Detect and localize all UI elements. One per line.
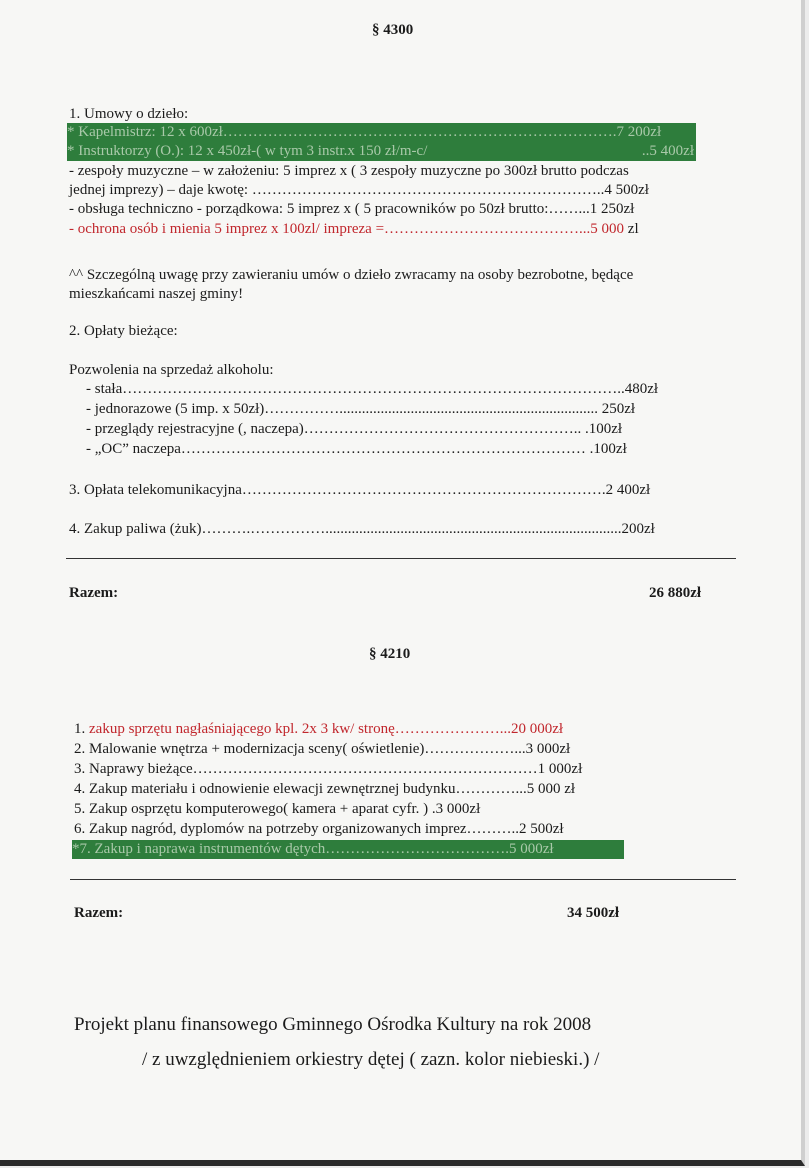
instruktorzy-value: ..5 400zł	[641, 143, 694, 159]
razem-label-1: Razem:	[69, 585, 119, 601]
s2-item6: 6. Zakup nagród, dyplomów na potrzeby organizowanych imprez………..2 500zł	[74, 821, 564, 837]
s2-item7: *7. Zakup i naprawa instrumentów dętych……………………………….5 000zł	[72, 841, 554, 857]
footer-title-line2: / z uwzględnieniem orkiestry dętej ( zazn. kolor niebieski.) /	[142, 1049, 600, 1070]
section-heading-4210: § 4210	[369, 646, 411, 662]
s2-item3: 3. Naprawy bieżące……………………………………………………………1 000zł	[74, 761, 583, 777]
highlight-instrumenty	[72, 840, 624, 859]
highlight-instruktorzy	[67, 142, 696, 161]
razem-value-2: 34 500zł	[567, 905, 620, 921]
alkohol-jednorazowe: - jednorazowe (5 imp. x 50zł)……………..................................................................... 250zł	[86, 401, 636, 417]
alkohol-przeglady: - przeglądy rejestracyjne (, naczepa)……………………………………………….. .100zł	[86, 421, 623, 437]
divider-1	[66, 558, 736, 559]
note-line-b: mieszkańcami naszej gminy!	[69, 286, 244, 302]
ochrona-unit: zl	[627, 221, 639, 237]
divider-2	[70, 879, 736, 880]
alkohol-oc: - „OC” naczepa……………………………………………………………………… .100zł	[86, 441, 627, 457]
alkohol-stala: - stała………………………………………………………………………………………..480zł	[86, 381, 659, 397]
obsluga-line: - obsługa techniczno - porządkowa: 5 imprez x ( 5 pracowników po 50zł brutto:……...1 250zł	[69, 201, 635, 217]
instruktorzy-line: * Instruktorzy (O.): 12 x 450zł-( w tym 3 instr.x 150 zł/m-c/	[67, 143, 428, 159]
alkohol-title: Pozwolenia na sprzedaż alkoholu:	[69, 362, 274, 378]
razem-label-2: Razem:	[74, 905, 124, 921]
highlight-kapelmistrz	[67, 123, 696, 142]
s2-item2: 2. Malowanie wnętrza + modernizacja sceny( oświetlenie)………………...3 000zł	[74, 741, 571, 757]
item2-title: 2. Opłaty bieżące:	[69, 323, 178, 339]
kapelmistrz-line: * Kapelmistrz: 12 x 600zł…………………………………………………………………….7 200zł	[67, 124, 662, 140]
item3-telekom: 3. Opłata telekomunikacyjna……………………………………………………………….2 400zł	[69, 482, 651, 498]
footer-title-line1: Projekt planu finansowego Gminnego Ośrodka Kultury na rok 2008	[74, 1014, 592, 1035]
item4-paliwo: 4. Zakup paliwa (żuk)……….……………...............................................................................200zł	[69, 521, 655, 537]
s2-item4: 4. Zakup materiału i odnowienie elewacji zewnętrznej budynku…………...5 000 zł	[74, 781, 576, 797]
ochrona-line: - ochrona osób i mienia 5 imprez x 100zl/ impreza =…………………………………...5 000	[69, 221, 625, 237]
razem-value-1: 26 880zł	[649, 585, 702, 601]
zespoly-line-a: - zespoły muzyczne – w założeniu: 5 imprez x ( 3 zespoły muzyczne po 300zł brutto podczas	[69, 163, 629, 179]
note-line-a: ^^ Szczególną uwagę przy zawieraniu umów o dzieło zwracamy na osoby bezrobotne, będące	[69, 267, 634, 283]
s2-item1-number: 1.	[74, 721, 89, 737]
s2-item1-wrap	[74, 720, 563, 739]
section-heading-4300: § 4300	[372, 22, 414, 38]
s2-item1: zakup sprzętu nagłaśniającego kpl. 2x 3 kw/ stronę…………………...20 000zł	[89, 721, 564, 737]
s2-item5: 5. Zakup osprzętu komputerowego( kamera + aparat cyfr. ) .3 000zł	[74, 801, 481, 817]
ochrona-line-wrap	[69, 220, 639, 239]
zespoly-line-b: jednej imprezy) – daje kwotę: ……………………………………………………………..4 500zł	[69, 182, 649, 198]
item1-title: 1. Umowy o dzieło:	[69, 106, 189, 122]
